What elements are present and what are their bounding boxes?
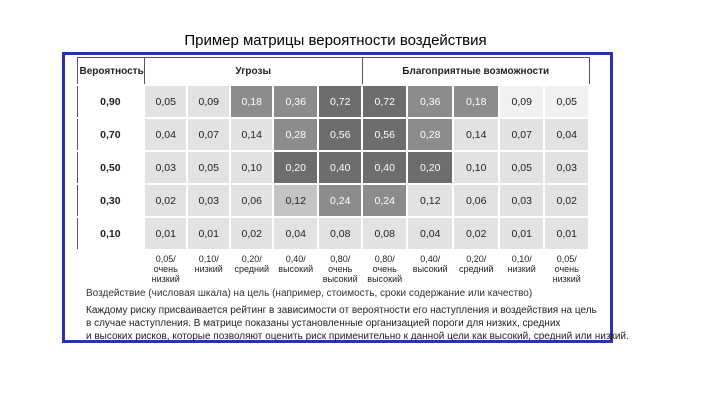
risk-score-cell: 0,05 [187, 151, 230, 184]
empty-corner [77, 250, 144, 293]
impact-label [230, 250, 273, 293]
risk-score-cell: 0,40 [362, 151, 407, 184]
risk-score-cell: 0,24 [362, 184, 407, 217]
impact-label-line: 0,20/ [466, 254, 487, 264]
risk-score-cell: 0,04 [544, 118, 589, 151]
risk-score-cell: 0,40 [318, 151, 362, 184]
risk-score-cell: 0,05 [544, 85, 589, 118]
risk-score-cell: 0,56 [362, 118, 407, 151]
impact-label-line: 0,10/ [511, 254, 532, 264]
risk-score-cell: 0,02 [453, 217, 499, 250]
risk-score-cell: 0,01 [144, 217, 187, 250]
risk-score-cell: 0,36 [407, 85, 453, 118]
impact-label [362, 250, 407, 293]
risk-score-cell: 0,72 [318, 85, 362, 118]
risk-score-cell: 0,03 [187, 184, 230, 217]
slide-title: Пример матрицы вероятности воздействия [184, 32, 487, 49]
risk-score-cell: 0,72 [362, 85, 407, 118]
impact-label [544, 250, 589, 293]
threats-header: Угрозы [144, 58, 362, 86]
risk-score-cell: 0,09 [499, 85, 544, 118]
impact-label [273, 250, 318, 293]
impact-label-line: очень [554, 264, 579, 274]
risk-score-cell: 0,03 [499, 184, 544, 217]
explanatory-note [86, 304, 629, 343]
risk-score-cell: 0,04 [407, 217, 453, 250]
risk-score-cell: 0,28 [407, 118, 453, 151]
matrix-row [77, 85, 589, 118]
risk-score-cell: 0,07 [187, 118, 230, 151]
impact-label-line: высокий [367, 274, 403, 284]
matrix-row [77, 151, 589, 184]
matrix-row [77, 118, 589, 151]
impact-label-line: очень [372, 264, 397, 274]
risk-score-cell: 0,08 [318, 217, 362, 250]
risk-score-cell: 0,24 [318, 184, 362, 217]
impact-label-line: низкий [151, 274, 180, 284]
risk-score-cell: 0,02 [544, 184, 589, 217]
impact-label [407, 250, 453, 293]
risk-score-cell: 0,12 [273, 184, 318, 217]
risk-score-cell: 0,10 [453, 151, 499, 184]
impact-label-line: низкий [507, 264, 536, 274]
risk-score-cell: 0,18 [230, 85, 273, 118]
impact-label [187, 250, 230, 293]
risk-score-cell: 0,01 [187, 217, 230, 250]
risk-score-cell: 0,05 [499, 151, 544, 184]
probability-impact-matrix [76, 57, 590, 294]
probability-value: 0,10 [77, 217, 144, 250]
impact-label-line: 0,10/ [198, 254, 219, 264]
risk-score-cell: 0,09 [187, 85, 230, 118]
impact-label-line: низкий [552, 274, 581, 284]
risk-score-cell: 0,14 [453, 118, 499, 151]
risk-score-cell: 0,10 [230, 151, 273, 184]
risk-score-cell: 0,03 [544, 151, 589, 184]
impact-label-line: средний [234, 264, 270, 274]
risk-score-cell: 0,02 [230, 217, 273, 250]
note-line: и высоких рисков, которые позволяют оценить риск применительно к данной цели как высокий, средний или низкий. [86, 331, 629, 342]
impact-labels-row [77, 250, 589, 293]
risk-score-cell: 0,12 [407, 184, 453, 217]
matrix-row [77, 217, 589, 250]
impact-label-line: 0,40/ [420, 254, 441, 264]
impact-label-line: высокий [278, 264, 314, 274]
impact-label-line: 0,80/ [330, 254, 351, 264]
risk-score-cell: 0,03 [144, 151, 187, 184]
risk-score-cell: 0,20 [407, 151, 453, 184]
impact-label-line: 0,40/ [285, 254, 306, 264]
risk-score-cell: 0,36 [273, 85, 318, 118]
impact-label-line: средний [458, 264, 494, 274]
impact-label-line: 0,05/ [155, 254, 176, 264]
risk-score-cell: 0,07 [499, 118, 544, 151]
impact-label-line: высокий [322, 274, 358, 284]
impact-label [318, 250, 362, 293]
probability-value: 0,90 [77, 85, 144, 118]
probability-value: 0,30 [77, 184, 144, 217]
note-line: в случае наступления. В матрице показаны установленные организацией пороги для низких, средних [86, 318, 561, 329]
risk-score-cell: 0,08 [362, 217, 407, 250]
risk-score-cell: 0,05 [144, 85, 187, 118]
risk-score-cell: 0,04 [144, 118, 187, 151]
matrix-row [77, 184, 589, 217]
risk-score-cell: 0,06 [453, 184, 499, 217]
impact-label-line: очень [153, 264, 178, 274]
impact-label-line: 0,05/ [556, 254, 577, 264]
impact-label-line: 0,80/ [374, 254, 395, 264]
impact-label-line: низкий [194, 264, 223, 274]
impact-label-line: 0,20/ [241, 254, 262, 264]
risk-score-cell: 0,56 [318, 118, 362, 151]
risk-score-cell: 0,20 [273, 151, 318, 184]
probability-value: 0,70 [77, 118, 144, 151]
impact-label [453, 250, 499, 293]
risk-score-cell: 0,28 [273, 118, 318, 151]
impact-label-line: высокий [412, 264, 448, 274]
probability-value: 0,50 [77, 151, 144, 184]
note-line: Каждому риску присваивается рейтинг в зависимости от вероятности его наступления и воздействия на цель [86, 305, 597, 316]
opportunities-header: Благоприятные возможности [362, 58, 589, 86]
impact-label-line: очень [328, 264, 353, 274]
probability-header: Вероятность [77, 58, 144, 86]
risk-score-cell: 0,04 [273, 217, 318, 250]
risk-score-cell: 0,02 [144, 184, 187, 217]
risk-score-cell: 0,06 [230, 184, 273, 217]
impact-label [144, 250, 187, 293]
impact-scale-caption: Воздействие (числовая шкала) на цель (например, стоимость, сроки содержание или качество) [86, 288, 533, 299]
risk-score-cell: 0,18 [453, 85, 499, 118]
risk-score-cell: 0,01 [499, 217, 544, 250]
impact-label [499, 250, 544, 293]
risk-score-cell: 0,14 [230, 118, 273, 151]
risk-score-cell: 0,01 [544, 217, 589, 250]
